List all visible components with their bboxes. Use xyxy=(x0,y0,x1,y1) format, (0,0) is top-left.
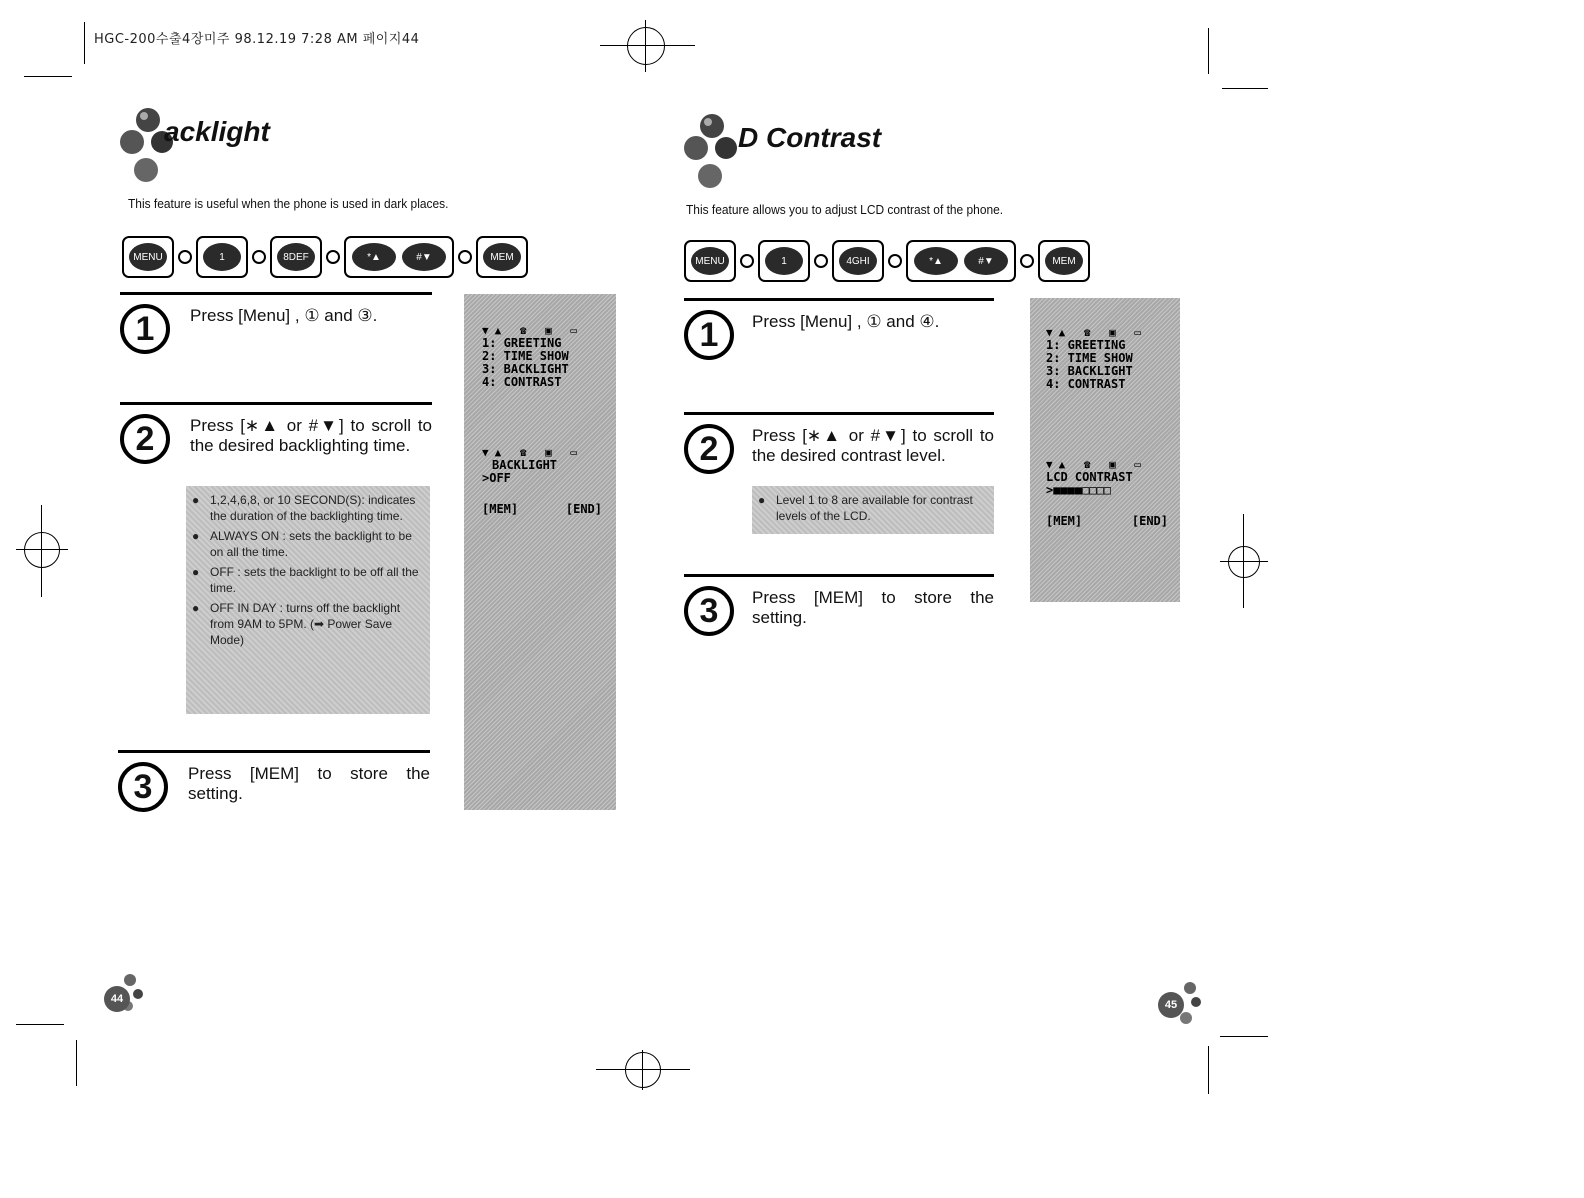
step-divider xyxy=(120,292,432,295)
step-divider xyxy=(118,750,430,753)
section-subtitle: This feature allows you to adjust LCD contrast of the phone. xyxy=(686,202,1004,217)
mem-key: MEM xyxy=(476,236,528,278)
lcd-screen-backlight: ▼▲ ☎ ▣ ▭ BACKLIGHT >OFF [MEM] [END] xyxy=(482,446,602,516)
soft-key-end: [END] xyxy=(1131,514,1168,528)
step-number-2: 2 xyxy=(120,414,170,464)
step-3-text: Press [MEM] to store the setting. xyxy=(752,588,994,627)
crop-mark xyxy=(1220,1036,1268,1037)
step-number-3: 3 xyxy=(118,762,168,812)
status-icons: ▼▲ ☎ ▣ ▭ xyxy=(1046,458,1147,471)
lcd-screen-contrast: ▼▲ ☎ ▣ ▭ LCD CONTRAST >■■■■□□□□ [MEM] [END] xyxy=(1046,458,1168,528)
sequence-link-icon xyxy=(814,254,828,268)
sequence-link-icon xyxy=(888,254,902,268)
crop-mark xyxy=(24,76,72,77)
phone-screen-panel xyxy=(464,294,616,810)
key-1: 1 xyxy=(196,236,248,278)
page-number: 44 xyxy=(104,986,130,1012)
menu-key: MENU xyxy=(122,236,174,278)
sequence-link-icon xyxy=(252,250,266,264)
key-1: 1 xyxy=(758,240,810,282)
sequence-link-icon xyxy=(740,254,754,268)
sequence-link-icon xyxy=(458,250,472,264)
status-icons: ▼▲ ☎ ▣ ▭ xyxy=(482,446,583,459)
crop-mark xyxy=(84,22,85,64)
note-item: ● OFF IN DAY : turns off the backlight from 9AM to 5PM. (➡ Power Save Mode) xyxy=(210,600,424,648)
file-header: HGC-200수출4장미주 98.12.19 7:28 AM 페이지44 xyxy=(94,32,420,47)
step-divider xyxy=(120,402,432,405)
step-number-2: 2 xyxy=(684,424,734,474)
step-3-text: Press [MEM] to store the setting. xyxy=(188,764,430,803)
notes-box xyxy=(752,486,994,534)
soft-key-mem: [MEM] xyxy=(1046,514,1083,528)
lcd-screen-menu: ▼▲ ☎ ▣ ▭ 1: GREETING 2: TIME SHOW 3: BACKLIGHT 4: CONTRAST xyxy=(482,324,583,389)
section-subtitle: This feature is useful when the phone is used in dark places. xyxy=(128,196,449,211)
section-title: D Contrast xyxy=(738,122,882,153)
key-4: 4GHI xyxy=(832,240,884,282)
step-number-1: 1 xyxy=(120,304,170,354)
scroll-keys: *▲ #▼ xyxy=(344,236,454,278)
notes-box xyxy=(186,486,430,714)
note-item: ● 1,2,4,6,8, or 10 SECOND(S): indicates the duration of the backlighting time. xyxy=(210,492,424,524)
crop-mark xyxy=(1222,88,1268,89)
status-icons: ▼▲ ☎ ▣ ▭ xyxy=(1046,326,1147,339)
crop-mark xyxy=(16,1024,64,1025)
note-item: ● OFF : sets the backlight to be off all the time. xyxy=(210,564,424,596)
step-divider xyxy=(684,412,994,415)
step-number-1: 1 xyxy=(684,310,734,360)
step-1-text: Press [Menu] , ① and ④. xyxy=(752,312,940,331)
key-sequence xyxy=(122,236,528,278)
scroll-keys: *▲ #▼ xyxy=(906,240,1016,282)
crop-mark xyxy=(76,1040,77,1086)
soft-key-end: [END] xyxy=(565,502,602,516)
key-sequence xyxy=(684,240,1090,282)
page-number: 45 xyxy=(1158,992,1184,1018)
status-icons: ▼▲ ☎ ▣ ▭ xyxy=(482,324,583,337)
lcd-screen-menu: ▼▲ ☎ ▣ ▭ 1: GREETING 2: TIME SHOW 3: BACKLIGHT 4: CONTRAST xyxy=(1046,326,1147,391)
crop-mark xyxy=(1208,1046,1209,1094)
step-2-text: Press [∗▲ or #▼] to scroll to the desired contrast level. xyxy=(752,426,994,465)
crop-mark xyxy=(1208,28,1209,74)
sequence-link-icon xyxy=(178,250,192,264)
note-item: ● Level 1 to 8 are available for contrast levels of the LCD. xyxy=(776,492,988,524)
step-divider xyxy=(684,298,994,301)
sequence-link-icon xyxy=(326,250,340,264)
mem-key: MEM xyxy=(1038,240,1090,282)
sequence-link-icon xyxy=(1020,254,1034,268)
clover-logo-icon xyxy=(682,110,742,194)
section-title: acklight xyxy=(164,116,270,147)
menu-key: MENU xyxy=(684,240,736,282)
step-divider xyxy=(684,574,994,577)
key-8: 8DEF xyxy=(270,236,322,278)
soft-key-mem: [MEM] xyxy=(482,502,519,516)
step-2-text: Press [∗▲ or #▼] to scroll to the desired backlighting time. xyxy=(190,416,432,455)
step-1-text: Press [Menu] , ① and ③. xyxy=(190,306,378,325)
phone-screen-panel xyxy=(1030,298,1180,602)
note-item: ● ALWAYS ON : sets the backlight to be on all the time. xyxy=(210,528,424,560)
step-number-3: 3 xyxy=(684,586,734,636)
